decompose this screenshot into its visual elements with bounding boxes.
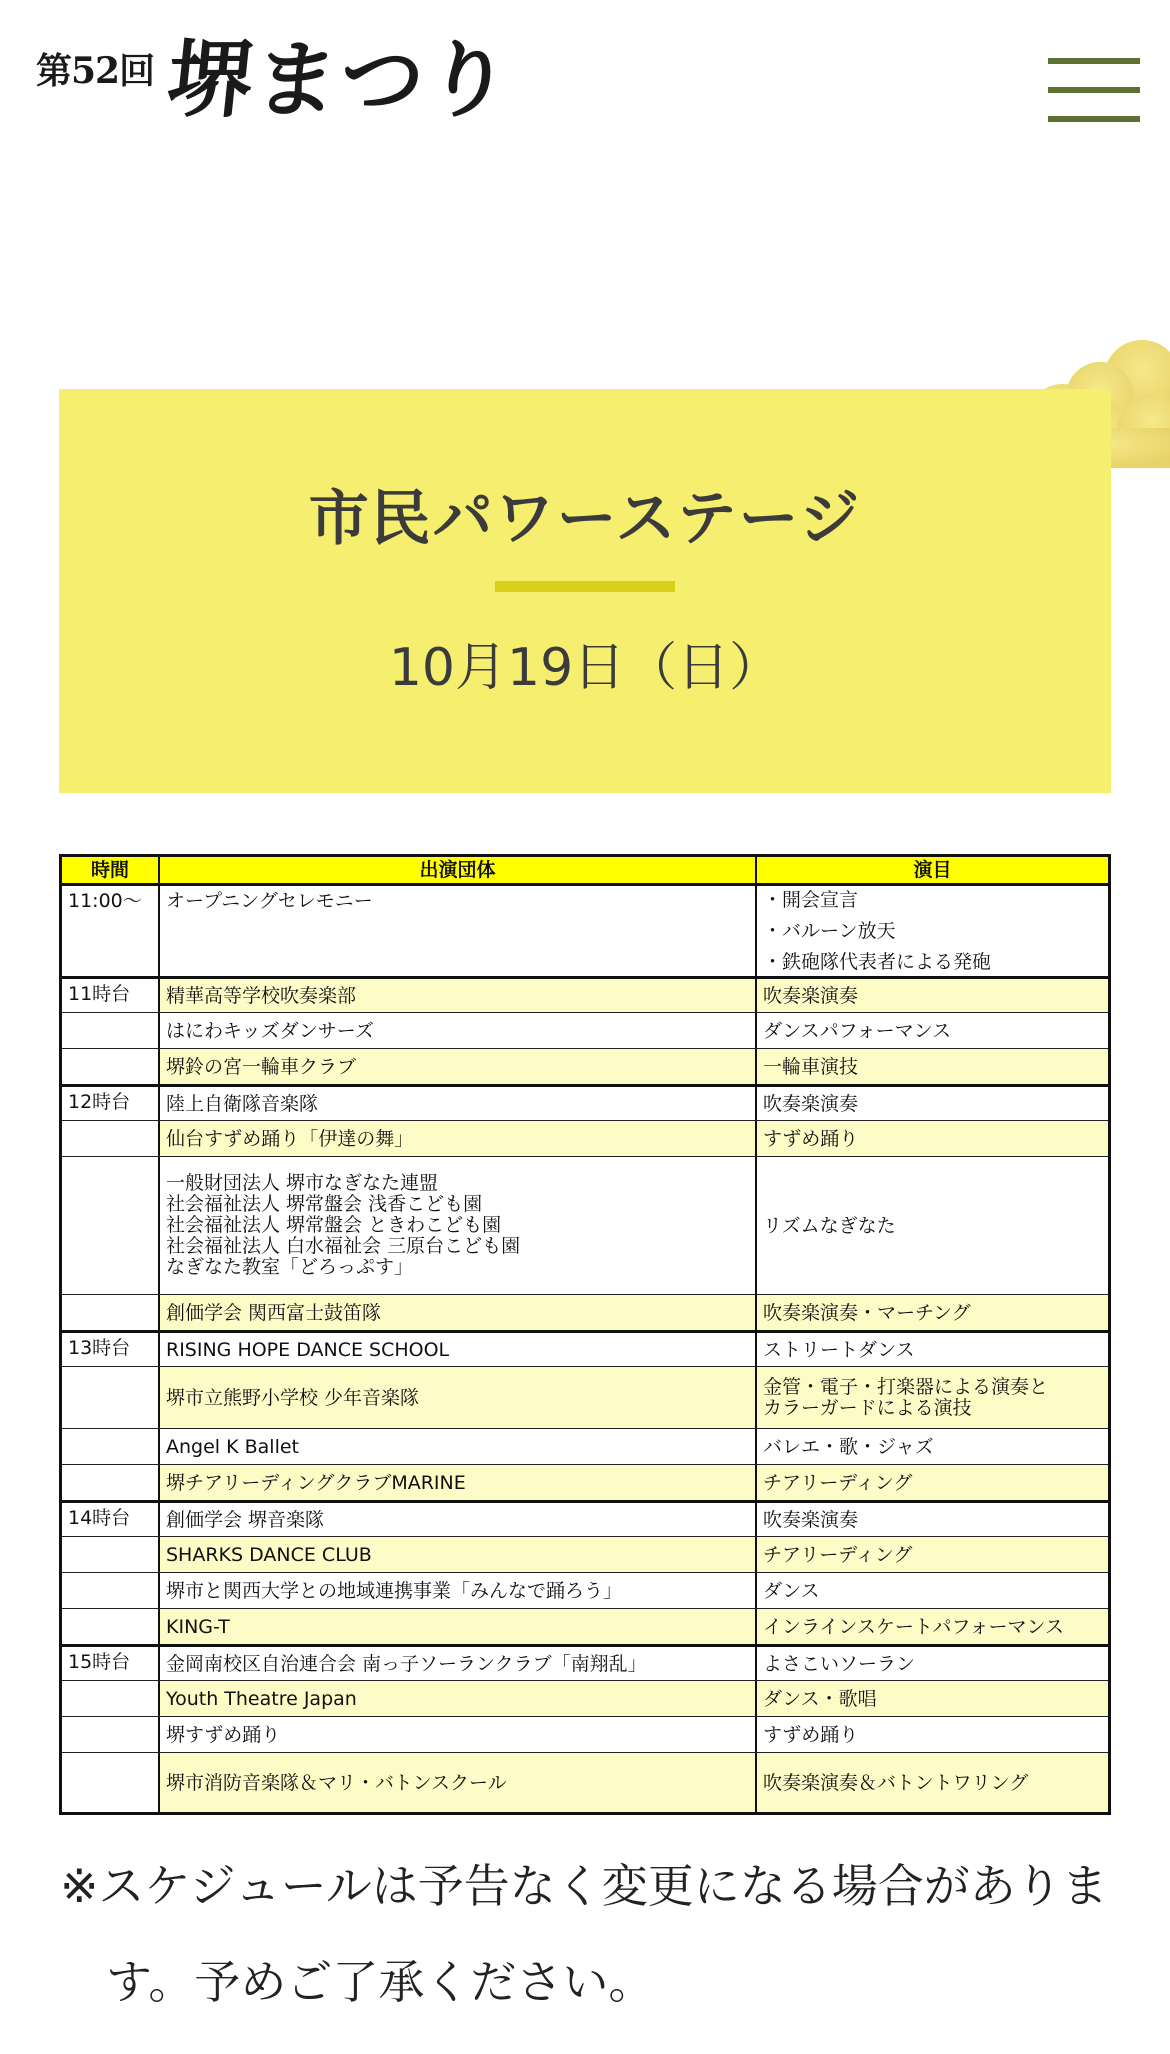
group-cell: はにわキッズダンサーズ — [160, 1013, 757, 1048]
note-line-2: す。予めご了承ください。 — [106, 1955, 655, 2009]
group-cell: Youth Theatre Japan — [160, 1681, 757, 1716]
table-row — [62, 1680, 1108, 1716]
logo-title: 堺まつり — [162, 30, 518, 129]
table-row — [62, 1048, 1108, 1084]
header-time: 時間 — [62, 857, 160, 883]
table-row — [62, 1536, 1108, 1572]
group-cell: 陸上自衛隊音楽隊 — [160, 1087, 757, 1120]
program-cell: バレエ・歌・ジャズ — [763, 1435, 934, 1458]
group-cell: 金岡南校区自治連合会 南っ子ソーランクラブ「南翔乱」 — [160, 1647, 757, 1680]
table-row — [62, 1012, 1108, 1048]
time-cell — [62, 1465, 160, 1500]
table-row — [62, 1644, 1108, 1680]
header-program: 演目 — [757, 857, 1108, 883]
program-cell: 吹奏楽演奏・マーチング — [757, 1295, 1108, 1330]
time-cell — [62, 1367, 160, 1428]
site-logo[interactable] — [36, 30, 518, 129]
group-line: 社会福祉法人 堺常盤会 浅香こども園 — [166, 1193, 483, 1215]
table-row — [62, 1120, 1108, 1156]
schedule-table — [59, 854, 1111, 1815]
hamburger-menu-icon[interactable] — [1048, 58, 1140, 122]
time-cell — [62, 1609, 160, 1644]
time-cell — [62, 1573, 160, 1608]
table-row — [62, 1608, 1108, 1644]
group-cell: RISING HOPE DANCE SCHOOL — [160, 1333, 757, 1366]
program-line: ・開会宣言 — [763, 888, 859, 911]
table-row — [62, 1716, 1108, 1752]
site-header — [0, 0, 1170, 160]
menu-bar-top — [1048, 58, 1140, 64]
time-cell — [62, 1753, 160, 1812]
group-cell: 堺鈴の宮一輪車クラブ — [160, 1049, 757, 1084]
program-cell: 吹奏楽演奏＆バトントワリング — [757, 1753, 1108, 1812]
group-cell: 創価学会 堺音楽隊 — [160, 1503, 757, 1536]
table-row — [62, 1294, 1108, 1330]
time-cell — [62, 1717, 160, 1752]
group-cell: Angel K Ballet — [160, 1429, 757, 1464]
group-cell: 堺市立熊野小学校 少年音楽隊 — [160, 1367, 757, 1428]
program-line: ・バルーン放天 — [763, 919, 896, 942]
program-cell: すずめ踊り — [763, 1723, 859, 1746]
group-cell: 創価学会 関西富士鼓笛隊 — [160, 1295, 757, 1330]
time-cell: 12時台 — [62, 1087, 160, 1120]
program-line: 金管・電子・打楽器による演奏と — [763, 1375, 1049, 1398]
program-line: ・鉄砲隊代表者による発砲 — [763, 950, 992, 973]
header-group: 出演団体 — [160, 857, 757, 883]
table-row — [62, 883, 1108, 976]
group-line: 一般財団法人 堺市なぎなた連盟 — [166, 1172, 439, 1194]
program-cell: インラインスケートパフォーマンス — [757, 1609, 1108, 1644]
table-row — [62, 976, 1108, 1012]
group-cell: KING-T — [160, 1609, 757, 1644]
group-cell — [160, 1157, 757, 1294]
table-row — [62, 1752, 1108, 1812]
time-cell — [62, 1429, 160, 1464]
table-row — [62, 1330, 1108, 1366]
group-cell: SHARKS DANCE CLUB — [160, 1537, 757, 1572]
program-cell: ストリートダンス — [763, 1338, 915, 1361]
group-line: なぎなた教室「どろっぷす」 — [166, 1256, 414, 1278]
table-row — [62, 1366, 1108, 1428]
program-cell: よさこいソーラン — [763, 1652, 916, 1675]
program-cell: 吹奏楽演奏 — [763, 1092, 859, 1115]
group-cell: 堺チアリーディングクラブMARINE — [160, 1465, 757, 1500]
group-cell: 堺すずめ踊り — [160, 1717, 757, 1752]
group-cell: 仙台すずめ踊り「伊達の舞」 — [160, 1121, 757, 1156]
group-cell: 堺市と関西大学との地域連携事業「みんなで踊ろう」 — [160, 1573, 757, 1608]
time-cell — [62, 1295, 160, 1330]
group-cell: 堺市消防音楽隊＆マリ・バトンスクール — [160, 1753, 757, 1812]
table-row — [62, 1464, 1108, 1500]
program-cell: 吹奏楽演奏 — [757, 979, 1108, 1012]
table-row — [62, 1572, 1108, 1608]
logo-edition: 第52回 — [36, 50, 155, 92]
stage-title: 市民パワーステージ — [308, 484, 862, 554]
program-cell: チアリーディング — [757, 1537, 1108, 1572]
time-cell — [62, 1537, 160, 1572]
table-row — [62, 1156, 1108, 1294]
schedule-change-note — [60, 1838, 1120, 2030]
stage-title-box — [59, 389, 1111, 793]
time-cell — [62, 1049, 160, 1084]
program-cell: チアリーディング — [757, 1465, 1108, 1500]
program-cell — [757, 886, 1108, 976]
time-cell — [62, 1013, 160, 1048]
time-cell: 11時台 — [62, 979, 160, 1012]
program-cell: ダンス・歌唱 — [757, 1681, 1108, 1716]
program-cell: すずめ踊り — [757, 1121, 1108, 1156]
time-cell — [62, 1157, 160, 1294]
group-cell: 精華高等学校吹奏楽部 — [160, 979, 757, 1012]
menu-bar-bottom — [1048, 116, 1140, 122]
table-header-row — [62, 857, 1108, 883]
note-line-1: ※スケジュールは予告なく変更になる場合がありま — [60, 1859, 1108, 1913]
group-line: 社会福祉法人 白水福祉会 三原台こども園 — [166, 1235, 521, 1257]
table-row — [62, 1500, 1108, 1536]
title-underline — [495, 581, 675, 592]
program-cell — [757, 1367, 1108, 1428]
program-cell: リズムなぎなた — [763, 1214, 896, 1237]
time-cell: 11:00～ — [62, 886, 160, 976]
time-cell: 14時台 — [62, 1503, 160, 1536]
table-row — [62, 1428, 1108, 1464]
time-cell — [62, 1121, 160, 1156]
group-cell: オープニングセレモニー — [160, 886, 757, 976]
time-cell: 15時台 — [62, 1647, 160, 1680]
event-date: 10月19日（日） — [388, 638, 782, 698]
program-cell: ダンスパフォーマンス — [763, 1019, 952, 1042]
group-line: 社会福祉法人 堺常盤会 ときわこども園 — [166, 1214, 502, 1236]
menu-bar-middle — [1048, 87, 1140, 93]
program-cell: 一輪車演技 — [757, 1049, 1108, 1084]
program-line: カラーガードによる演技 — [763, 1396, 972, 1419]
time-cell: 13時台 — [62, 1333, 160, 1366]
program-cell: ダンス — [763, 1579, 820, 1602]
table-row — [62, 1084, 1108, 1120]
time-cell — [62, 1681, 160, 1716]
program-cell: 吹奏楽演奏 — [763, 1508, 859, 1531]
